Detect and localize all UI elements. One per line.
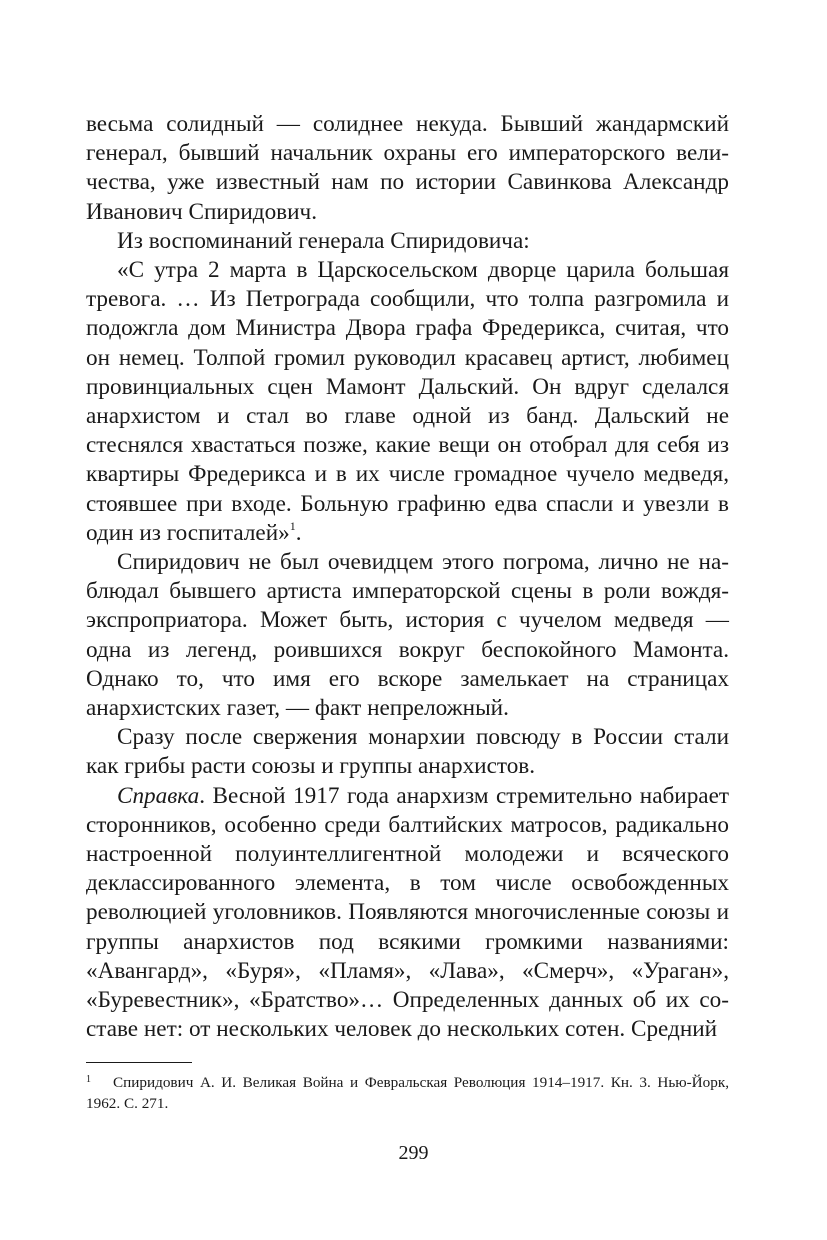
paragraph-6 — [86, 782, 729, 1045]
footnote-reference: 1 — [289, 518, 296, 533]
paragraph-3-quote — [86, 256, 729, 548]
paragraph-2: Из воспоминаний генерала Спиридовича: — [117, 227, 530, 254]
reference-label: Справка — [117, 782, 200, 809]
quote-text: «С утра 2 марта в Царскосельском дворце царила большая тревога. … Из Петрограда сообщили, что толпа разгромила и подожгла дом Министра Двора графа Фредерикса, считая, что он немец. Толпой громил руководил красавец артист, любимец провинциальных сцен Мамонт Дальский. Он вдруг сделался анархистом и стал во главе одной из банд. Дальский не стеснялся хвастаться позже, какие вещи он отобрал для себя из квартиры Фредерикса и в их числе громадное чучело медведя, стоявшее при входе. Больную графиню едва спасли и увезли в один из госпиталей» — [86, 257, 729, 546]
footnote-text: Спиридович А. И. Великая Война и Февральская Революция 1914–1917. Кн. 3. Нью-Йорк, 1962. С. 271. — [86, 1074, 729, 1112]
main-text — [86, 110, 729, 1045]
paragraph-1: весьма солидный — солиднее некуда. Бывший жандармский генерал, бывший начальник охраны его императорского величества, уже известный нам по истории Савинкова Александр Иванович Спиридович. — [86, 111, 729, 225]
paragraph-4: Спиридович не был очевидцем этого погрома, лично не наблюдал бывшего артиста императорской сцены в роли вождя-экспроприатора. Может быть, история с чучелом медведя — одна из легенд, роившихся вокруг беспокойного Мамонта. Однако то, что имя его вскоре замелькает на страницах анархистских газет, — факт непреложный. — [86, 549, 729, 722]
footnote: 1 Спиридович А. И. Великая Война и Февральская Революция 1914–1917. Кн. 3. Нью-Йорк, 1962. С. 271. — [86, 1074, 729, 1112]
quote-end-punctuation: . — [295, 519, 302, 546]
page-number: 299 — [398, 1142, 429, 1164]
paragraph-5: Сразу после свержения монархии повсюду в России стали как грибы расти союзы и группы анархистов. — [86, 724, 729, 780]
paragraph-6-text: . Весной 1917 года анархизм стремительно набирает сторонников, особенно среди балтийских матросов, радикально настроенной полуинтеллигентной молодежи и всяческого деклассированного элемента, в том числе освобожденных революцией уголовников. Появляются многочисленные союзы и группы анархистов под всякими громкими названиями: «Авангард», «Буря», «Пламя», «Лава», «Смерч», «Ураган», «Буревестник», «Братство»… Определенных данных об их составе нет: от нескольких человек до нескольких сотен. Средний — [86, 782, 729, 1043]
footnote-separator — [86, 1062, 192, 1063]
